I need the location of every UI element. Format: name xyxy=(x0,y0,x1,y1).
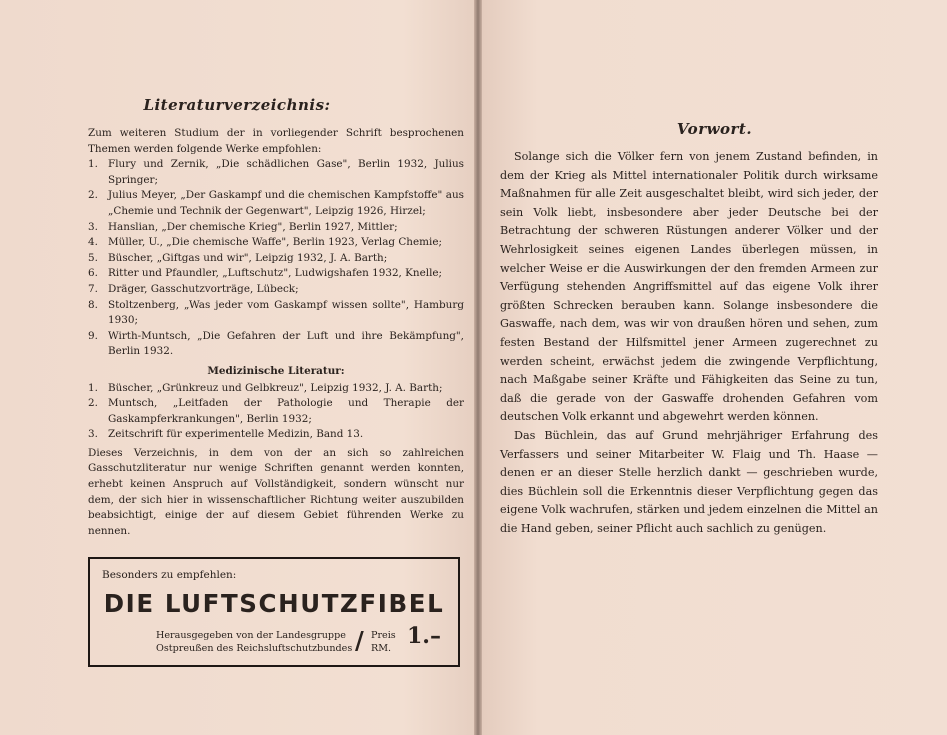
medical-item xyxy=(88,381,464,397)
item-number: 6. xyxy=(88,267,98,280)
item-text: Dräger, Gasschutzvorträge, Lübeck; xyxy=(108,282,299,295)
item-text: Flury und Zernik, „Die schädlichen Gase", Berlin 1932, Julius Springer; xyxy=(108,158,464,186)
ad-slash: / xyxy=(355,626,364,655)
item-text: Hanslian, „Der chemische Krieg", Berlin 1927, Mittler; xyxy=(108,220,398,233)
item-number: 5. xyxy=(88,251,98,264)
item-text: Julius Meyer, „Der Gaskampf und die chemischen Kampfstoffe" aus „Chemie und Technik der Gegenwart", Leipzig 1926, Hirzel; xyxy=(108,189,464,217)
price-word: Preis xyxy=(371,630,396,641)
vorwort-paragraph: Das Büchlein, das auf Grund mehrjähriger Erfahrung des Verfassers und seiner Mitarbeiter W. Flaig und Th. Haase — denen er an dieser Stelle herzlich dankt — geschrieben wurde, dies Büchlein soll die Erkenntnis dieser Verpflichtung gegen das eigene Volk wachrufen, stärken und jedem einzelnen die Mittel an die Hand geben, seiner Pflicht auch sachlich zu genügen. xyxy=(500,428,878,535)
literature-item xyxy=(88,235,464,251)
item-number: 3. xyxy=(88,220,98,233)
item-text: Muntsch, „Leitfaden der Pathologie und Therapie der Gaskampferkrankungen", Berlin 1932; xyxy=(108,397,464,425)
item-number: 9. xyxy=(88,329,98,342)
item-text: Büscher, „Giftgas und wir", Leipzig 1932, J. A. Barth; xyxy=(108,251,388,264)
literature-item xyxy=(88,298,464,329)
item-number: 4. xyxy=(88,236,98,249)
literature-title: Literaturverzeichnis: xyxy=(143,96,331,114)
item-text: Wirth-Muntsch, „Die Gefahren der Luft und ihre Bekämpfung", Berlin 1932. xyxy=(108,329,464,358)
item-number: 2. xyxy=(88,397,98,410)
item-text: Stoltzenberg, „Was jeder vom Gaskampf wissen sollte", Hamburg 1930; xyxy=(108,298,464,327)
vorwort-paragraph: Solange sich die Völker fern von jenem Zustand befinden, in dem der Krieg als Mittel internationaler Politik durch wirksame Maßnahmen für alle Zeit ausgeschaltet bleibt, wird sich jeder, der sein Volk liebt, insbesondere aber jeder Deutsche bei der Betrachtung der schweren Rüstungen anderer Völker und der Wehrlosigkeit seines eigenen Landes überlegen müssen, in welcher Weise er die Auswirkungen der den fremden Armeen zur Verfügung stehenden Angriffsmittel auf das eigene Volk ihrer größten Schrecken berauben kann. Solange insbesondere die Gaswaffe, nach dem, was wir von draußen hören und sehen, zum festen Bestand der Hilfsmittel jener Armeen zugerechnet zu werden scheint, erwächst jedem die zwingende Verpflichtung, nach Maßgabe seiner Kräfte und Fähigkeiten das Seine zu tun, daß die gerade von der Gaswaffe drohenden Gefahren vom deutschen Volk erkannt und abgewehrt werden können. xyxy=(500,150,878,424)
ad-publisher-line: Ostpreußen des Reichsluftschutzbundes xyxy=(156,643,353,654)
price-currency: RM. xyxy=(371,643,392,654)
ad-publisher-line: Herausgegeben von der Landesgruppe xyxy=(156,630,346,641)
literature-item xyxy=(88,251,464,267)
literature-item xyxy=(88,266,464,282)
item-text: Büscher, „Grünkreuz und Gelbkreuz", Leipzig 1932, J. A. Barth; xyxy=(108,381,443,394)
ad-publisher xyxy=(156,629,352,655)
literature-intro: Zum weiteren Studium der in vorliegender Schrift besprochenen Themen werden folgende Werke empfohlen: xyxy=(88,127,464,155)
literature-item xyxy=(88,220,464,236)
literature-item xyxy=(88,329,464,360)
ad-price-label xyxy=(371,629,396,655)
item-number: 1. xyxy=(88,381,98,394)
medical-literature-heading: Medizinische Literatur: xyxy=(207,364,345,377)
ad-title: DIE LUFTSCHUTZFIBEL xyxy=(103,589,445,618)
item-text: Zeitschrift für experimentelle Medizin, Band 13. xyxy=(108,428,364,441)
item-number: 3. xyxy=(88,428,98,441)
ad-price-amount: 1.– xyxy=(407,623,441,649)
luftschutzfibel-advertisement xyxy=(88,557,460,667)
item-number: 7. xyxy=(88,282,98,295)
book-gutter xyxy=(474,0,482,735)
medical-literature-items xyxy=(88,381,464,443)
ad-intro: Besonders zu empfehlen: xyxy=(102,569,237,581)
literature-items xyxy=(88,157,464,360)
item-number: 8. xyxy=(88,298,98,311)
item-number: 2. xyxy=(88,189,98,202)
item-text: Ritter und Pfaundler, „Luftschutz", Ludwigshafen 1932, Knelle; xyxy=(108,267,443,280)
literature-closing-note: Dieses Verzeichnis, in dem von der an sich so zahlreichen Gasschutzliteratur nur wenige Schriften genannt werden konnten, erhebt keinen Anspruch auf Vollständigkeit, sondern wünscht nur dem, der sich hier in wissenschaftlicher Richtung weiter auszubilden beabsichtigt, einige der auf diesem Gebiet führenden Werke zu nennen. xyxy=(88,446,464,537)
vorwort-title: Vorwort. xyxy=(676,120,753,138)
literature-item xyxy=(88,282,464,298)
item-text: Müller, U., „Die chemische Waffe", Berlin 1923, Verlag Chemie; xyxy=(108,236,442,249)
literature-list xyxy=(88,126,464,539)
literature-item xyxy=(88,188,464,219)
medical-item xyxy=(88,427,464,443)
vorwort-text xyxy=(500,148,878,538)
medical-item xyxy=(88,396,464,427)
literature-item xyxy=(88,157,464,188)
item-number: 1. xyxy=(88,158,98,171)
